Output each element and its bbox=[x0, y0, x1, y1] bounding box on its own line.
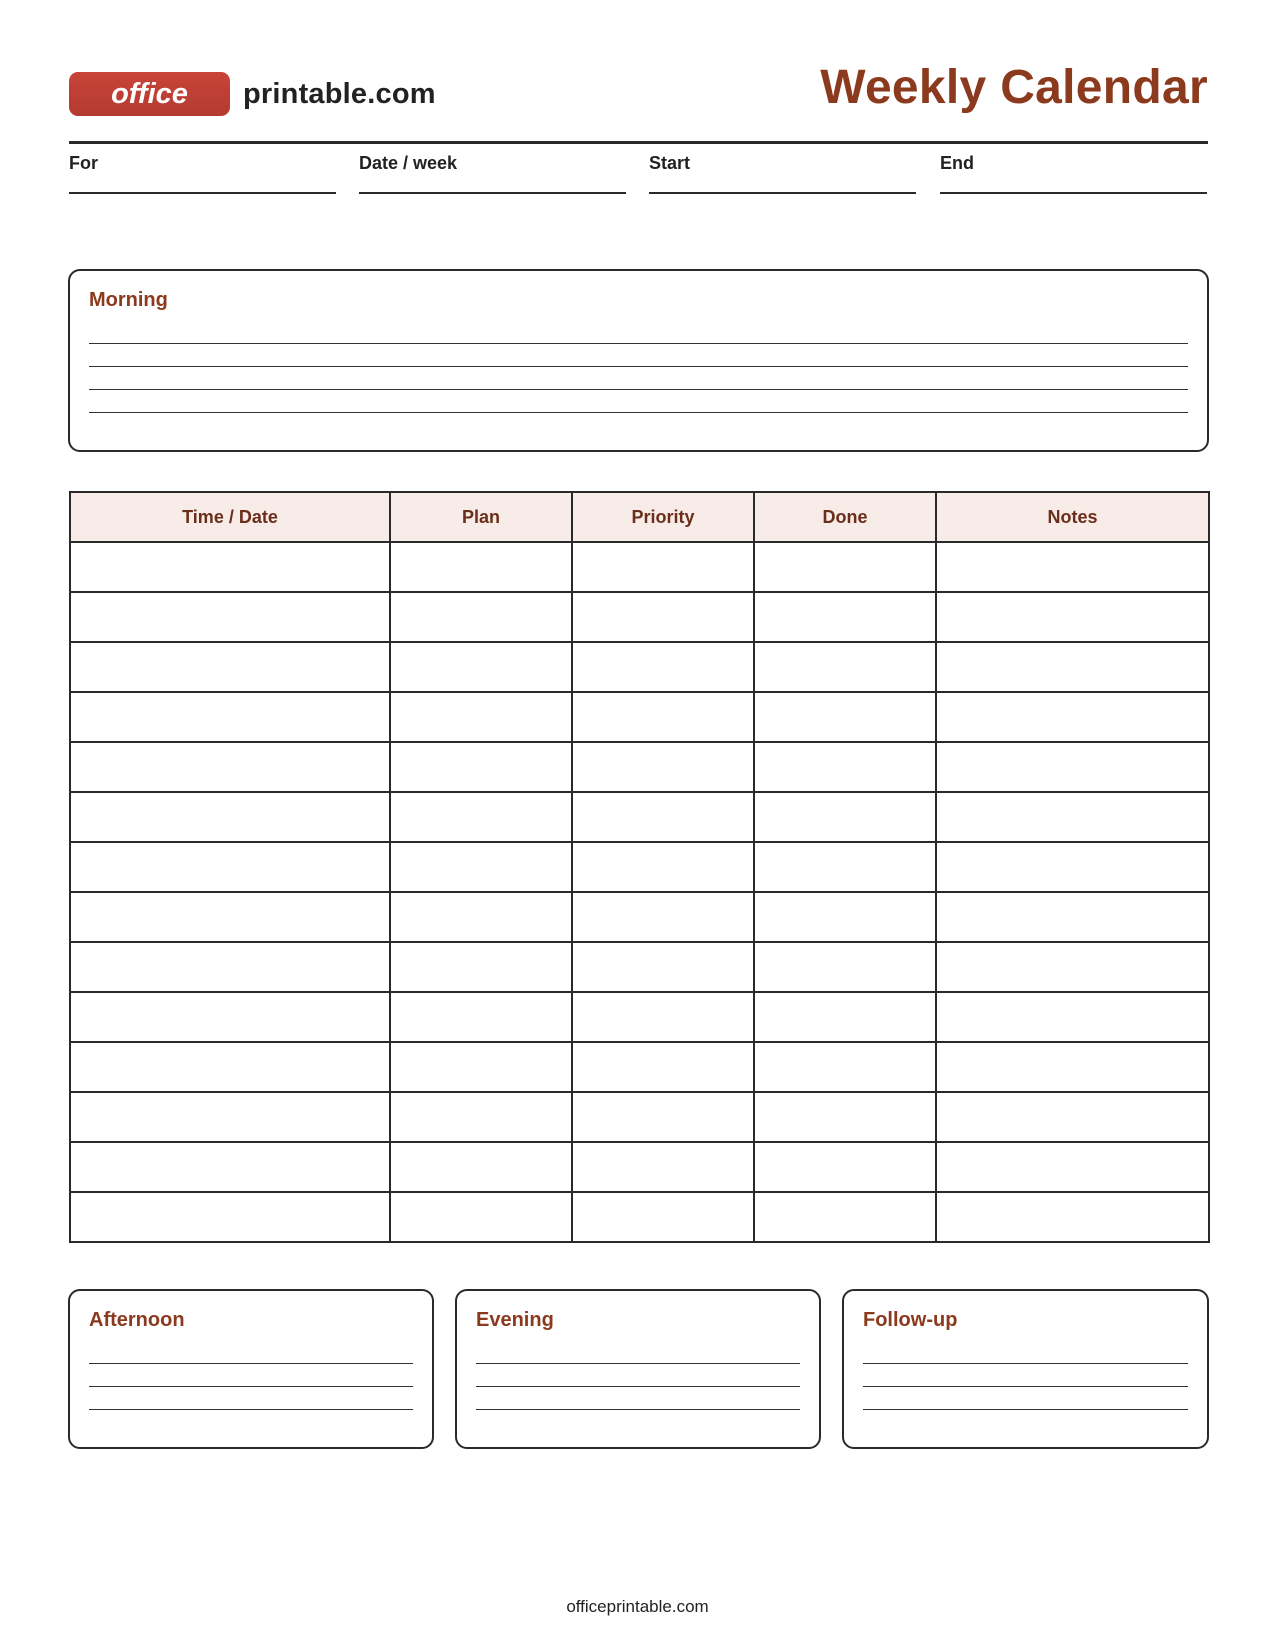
cell-plan[interactable] bbox=[390, 742, 572, 792]
morning-line[interactable] bbox=[89, 343, 1188, 344]
cell-time-date[interactable] bbox=[70, 1042, 390, 1092]
cell-notes[interactable] bbox=[936, 1192, 1209, 1242]
follow-up-box[interactable] bbox=[842, 1289, 1209, 1449]
cell-notes[interactable] bbox=[936, 942, 1209, 992]
cell-time-date[interactable] bbox=[70, 1142, 390, 1192]
morning-line[interactable] bbox=[89, 389, 1188, 390]
cell-priority[interactable] bbox=[572, 692, 754, 742]
cell-time-date[interactable] bbox=[70, 1192, 390, 1242]
cell-priority[interactable] bbox=[572, 1042, 754, 1092]
cell-done[interactable] bbox=[754, 642, 936, 692]
table-row bbox=[70, 992, 1209, 1042]
table-row bbox=[70, 892, 1209, 942]
follow-up-title: Follow-up bbox=[863, 1309, 958, 1331]
cell-plan[interactable] bbox=[390, 1192, 572, 1242]
afternoon-line[interactable] bbox=[89, 1363, 413, 1364]
morning-box[interactable] bbox=[68, 269, 1209, 452]
cell-notes[interactable] bbox=[936, 692, 1209, 742]
cell-priority[interactable] bbox=[572, 942, 754, 992]
cell-done[interactable] bbox=[754, 792, 936, 842]
cell-time-date[interactable] bbox=[70, 992, 390, 1042]
table-body bbox=[70, 542, 1209, 1242]
field-label-date-week: Date / week bbox=[359, 153, 458, 173]
cell-time-date[interactable] bbox=[70, 892, 390, 942]
cell-priority[interactable] bbox=[572, 842, 754, 892]
cell-plan[interactable] bbox=[390, 1042, 572, 1092]
cell-done[interactable] bbox=[754, 592, 936, 642]
cell-done[interactable] bbox=[754, 892, 936, 942]
column-header-notes: Notes bbox=[936, 492, 1209, 542]
field-for[interactable] bbox=[69, 150, 336, 194]
cell-priority[interactable] bbox=[572, 992, 754, 1042]
afternoon-title: Afternoon bbox=[89, 1309, 185, 1331]
cell-plan[interactable] bbox=[390, 992, 572, 1042]
morning-line[interactable] bbox=[89, 366, 1188, 367]
table-row bbox=[70, 642, 1209, 692]
cell-notes[interactable] bbox=[936, 642, 1209, 692]
cell-plan[interactable] bbox=[390, 792, 572, 842]
table-row bbox=[70, 1142, 1209, 1192]
logo-badge: office bbox=[69, 72, 230, 116]
cell-notes[interactable] bbox=[936, 1092, 1209, 1142]
table-header-row bbox=[70, 492, 1209, 542]
cell-notes[interactable] bbox=[936, 1142, 1209, 1192]
field-label-for: For bbox=[69, 153, 98, 173]
cell-notes[interactable] bbox=[936, 892, 1209, 942]
follow-up-line[interactable] bbox=[863, 1409, 1188, 1410]
page-title: Weekly Calendar bbox=[820, 61, 1208, 114]
cell-done[interactable] bbox=[754, 1142, 936, 1192]
cell-done[interactable] bbox=[754, 542, 936, 592]
table-row bbox=[70, 1042, 1209, 1092]
logo-text: printable.com bbox=[243, 77, 436, 110]
cell-priority[interactable] bbox=[572, 1092, 754, 1142]
cell-done[interactable] bbox=[754, 742, 936, 792]
evening-line[interactable] bbox=[476, 1363, 800, 1364]
header-divider bbox=[69, 141, 1208, 144]
column-header-done: Done bbox=[754, 492, 936, 542]
cell-priority[interactable] bbox=[572, 742, 754, 792]
follow-up-line[interactable] bbox=[863, 1363, 1188, 1364]
cell-time-date[interactable] bbox=[70, 792, 390, 842]
cell-priority[interactable] bbox=[572, 642, 754, 692]
schedule-table bbox=[69, 491, 1210, 1243]
morning-title: Morning bbox=[89, 289, 168, 311]
cell-done[interactable] bbox=[754, 1192, 936, 1242]
footer-url: officeprintable.com bbox=[566, 1597, 709, 1616]
cell-plan[interactable] bbox=[390, 692, 572, 742]
cell-time-date[interactable] bbox=[70, 642, 390, 692]
cell-time-date[interactable] bbox=[70, 692, 390, 742]
evening-line[interactable] bbox=[476, 1409, 800, 1410]
cell-priority[interactable] bbox=[572, 1192, 754, 1242]
column-header-plan: Plan bbox=[390, 492, 572, 542]
cell-time-date[interactable] bbox=[70, 942, 390, 992]
cell-plan[interactable] bbox=[390, 592, 572, 642]
cell-priority[interactable] bbox=[572, 892, 754, 942]
cell-plan[interactable] bbox=[390, 1092, 572, 1142]
table-row bbox=[70, 842, 1209, 892]
evening-line[interactable] bbox=[476, 1386, 800, 1387]
field-label-end: End bbox=[940, 153, 974, 173]
field-label-start: Start bbox=[649, 153, 691, 173]
afternoon-box[interactable] bbox=[68, 1289, 434, 1449]
cell-notes[interactable] bbox=[936, 792, 1209, 842]
follow-up-line[interactable] bbox=[863, 1386, 1188, 1387]
table-row bbox=[70, 742, 1209, 792]
cell-time-date[interactable] bbox=[70, 842, 390, 892]
cell-priority[interactable] bbox=[572, 542, 754, 592]
cell-done[interactable] bbox=[754, 942, 936, 992]
cell-notes[interactable] bbox=[936, 992, 1209, 1042]
morning-line[interactable] bbox=[89, 412, 1188, 413]
cell-priority[interactable] bbox=[572, 792, 754, 842]
field-start[interactable] bbox=[649, 150, 916, 194]
cell-priority[interactable] bbox=[572, 1142, 754, 1192]
column-header-priority: Priority bbox=[572, 492, 754, 542]
field-date-week[interactable] bbox=[359, 150, 626, 194]
afternoon-line[interactable] bbox=[89, 1409, 413, 1410]
cell-time-date[interactable] bbox=[70, 742, 390, 792]
evening-title: Evening bbox=[476, 1309, 554, 1331]
cell-done[interactable] bbox=[754, 842, 936, 892]
cell-priority[interactable] bbox=[572, 592, 754, 642]
cell-time-date[interactable] bbox=[70, 592, 390, 642]
cell-time-date[interactable] bbox=[70, 1092, 390, 1142]
cell-notes[interactable] bbox=[936, 742, 1209, 792]
cell-plan[interactable] bbox=[390, 542, 572, 592]
cell-plan[interactable] bbox=[390, 1142, 572, 1192]
table-row bbox=[70, 1192, 1209, 1242]
cell-plan[interactable] bbox=[390, 942, 572, 992]
cell-plan[interactable] bbox=[390, 642, 572, 692]
cell-notes[interactable] bbox=[936, 592, 1209, 642]
table-row bbox=[70, 1092, 1209, 1142]
cell-plan[interactable] bbox=[390, 842, 572, 892]
field-end[interactable] bbox=[940, 150, 1207, 194]
cell-done[interactable] bbox=[754, 1042, 936, 1092]
header-fields bbox=[69, 150, 1208, 195]
evening-box[interactable] bbox=[455, 1289, 821, 1449]
cell-done[interactable] bbox=[754, 1092, 936, 1142]
table-row bbox=[70, 542, 1209, 592]
logo bbox=[69, 72, 436, 116]
cell-notes[interactable] bbox=[936, 1042, 1209, 1092]
column-header-time-date: Time / Date bbox=[70, 492, 390, 542]
cell-done[interactable] bbox=[754, 992, 936, 1042]
table-row bbox=[70, 692, 1209, 742]
cell-notes[interactable] bbox=[936, 542, 1209, 592]
table-row bbox=[70, 792, 1209, 842]
table-row bbox=[70, 942, 1209, 992]
cell-time-date[interactable] bbox=[70, 542, 390, 592]
cell-notes[interactable] bbox=[936, 842, 1209, 892]
afternoon-line[interactable] bbox=[89, 1386, 413, 1387]
cell-done[interactable] bbox=[754, 692, 936, 742]
table-row bbox=[70, 592, 1209, 642]
cell-plan[interactable] bbox=[390, 892, 572, 942]
